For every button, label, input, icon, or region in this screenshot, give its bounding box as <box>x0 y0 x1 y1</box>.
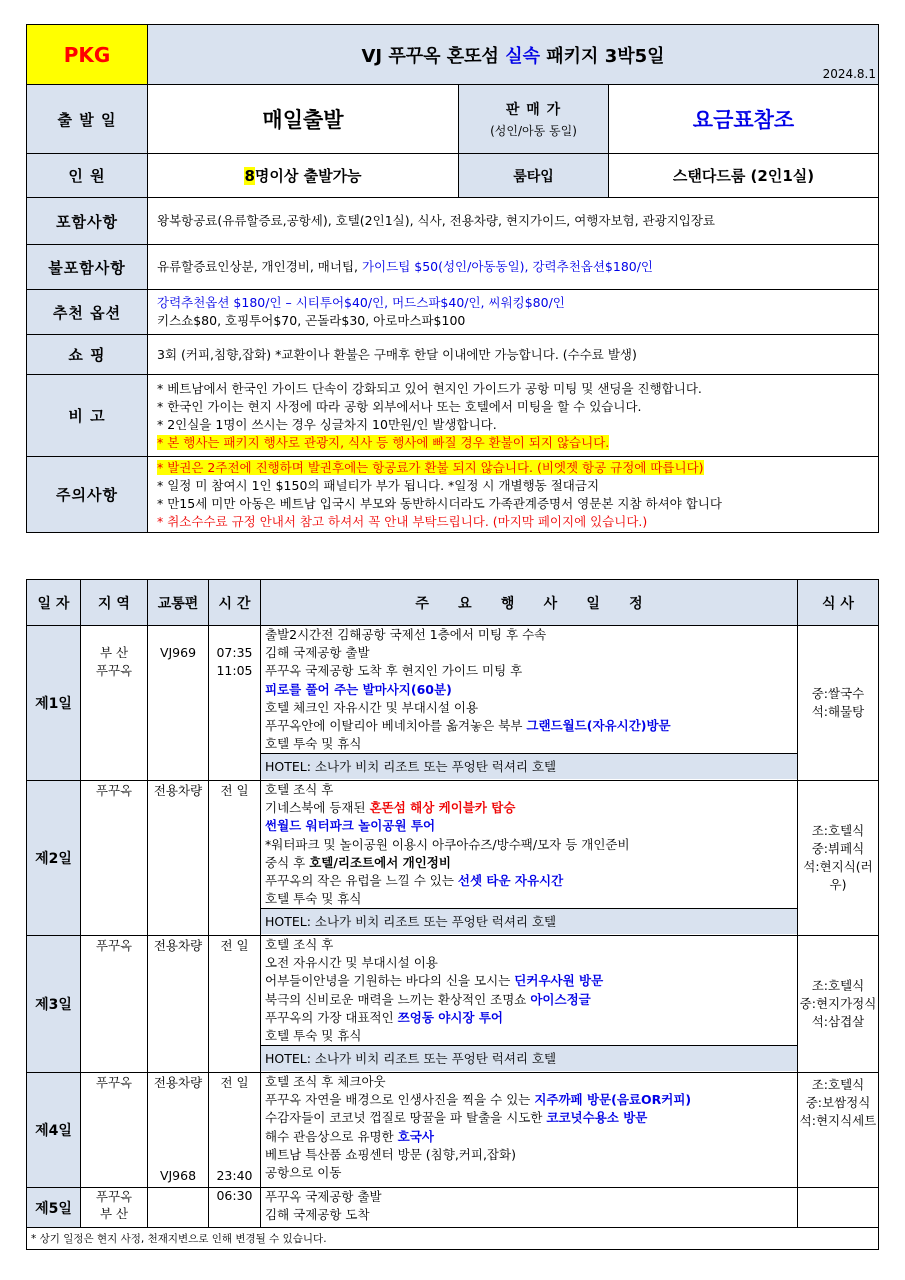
room-type-label: 룸타입 <box>459 154 609 198</box>
meals: 조:호텔식 중:보쌈정식 석:현지식세트 <box>798 1073 879 1188</box>
pkg-badge: PKG <box>27 25 148 85</box>
price-label: 판 매 가 <box>505 102 562 118</box>
shopping-label: 쇼 핑 <box>27 335 148 375</box>
pax-label: 인 원 <box>27 154 148 198</box>
transport <box>148 1188 209 1228</box>
options-text: 강력추천옵션 $180/인 – 시티투어$40/인, 머드스파$40/인, 씨워킹$80/인 키스쇼$80, 호핑투어$70, 곤돌라$30, 아로마스파$100 <box>148 290 879 335</box>
package-title: VJ 푸꾸옥 혼또섬 실속 패키지 3박5일 <box>361 45 665 67</box>
meals: 조:호텔식 중:뷔페식 석:현지식(러우) <box>798 781 879 936</box>
included-label: 포함사항 <box>27 198 148 245</box>
schedule-detail: 호텔 조식 후 오전 자유시간 및 부대시설 이용 어부들이안녕을 기원하는 바다의 신을 모시는 딘커우사원 방문 북극의 신비로운 매력을 느끼는 환상적인 조명쇼 아이스정글 푸꾸옥의 가장 대표적인 쯔엉동 야시장 투어 호텔 투숙 및 휴식 HOTEL: 소나가 비치 리조트 또는 푸엉탄 럭셔리 호텔 <box>261 936 798 1073</box>
day-label: 제3일 <box>27 936 81 1073</box>
pax-value: 8명이상 출발가능 <box>148 154 459 198</box>
package-title-cell <box>148 25 879 85</box>
excluded-label: 불포함사항 <box>27 245 148 290</box>
region: 푸꾸옥 <box>81 1073 148 1188</box>
price-sublabel: (성인/아동 동일) <box>490 124 577 138</box>
col-region: 지 역 <box>81 580 148 626</box>
transport: 전용차량 <box>148 781 209 936</box>
col-time: 시 간 <box>209 580 261 626</box>
remarks-text: * 베트남에서 한국인 가이드 단속이 강화되고 있어 현지인 가이드가 공항 미팅 및 샌딩을 진행합니다. * 한국인 가이는 현지 사정에 따라 공항 외부에서나 또는 호텔에서 미팅을 할 수 있습니다. * 2인실을 1명이 쓰시는 경우 싱글차지 10만원/인 발생합니다. * 본 행사는 패키지 행사로 관광지, 식사 등 행사에 빠질 경우 환불이 되지 않습니다. <box>148 375 879 457</box>
day-row <box>27 936 879 1073</box>
col-meal: 식 사 <box>798 580 879 626</box>
transport: 전용차량 <box>148 936 209 1073</box>
excluded-text: 유류할증료인상분, 개인경비, 매너팁, 가이드팁 $50(성인/아동동일), 강력추천옵션$180/인 <box>148 245 879 290</box>
meals: 중:쌀국수 석:해물탕 <box>798 626 879 781</box>
schedule-detail: 호텔 조식 후 체크아웃 푸꾸옥 자연을 배경으로 인생사진을 찍을 수 있는 지주까페 방문(음료OR커피) 수감자들이 코코넛 껍질로 땅꿀을 파 탈출을 시도한 코코넛수용소 방문 해수 관음상으로 유명한 호국사 베트남 특산품 쇼핑센터 방문 (침향,커피,잡화) 공항으로 이동 <box>261 1073 798 1188</box>
col-day: 일 자 <box>27 580 81 626</box>
shopping-text: 3회 (커피,침향,잡화) *교환이나 환불은 구매후 한달 이내에만 가능합니다. (수수료 발생) <box>148 335 879 375</box>
time: 전 일 23:40 <box>209 1073 261 1188</box>
time: 전 일 <box>209 936 261 1073</box>
col-main-schedule: 주 요 행 사 일 정 <box>261 580 798 626</box>
day-row <box>27 1073 879 1188</box>
time: 전 일 <box>209 781 261 936</box>
region: 푸꾸옥 부 산 <box>81 1188 148 1228</box>
flight: VJ968 <box>159 1168 197 1183</box>
options-label: 추천 옵션 <box>27 290 148 335</box>
col-transport: 교통편 <box>148 580 209 626</box>
region: 푸꾸옥 <box>81 781 148 936</box>
caution-label: 주의사항 <box>27 457 148 533</box>
departure-time: 23:40 <box>216 1168 253 1183</box>
schedule-detail: 푸꾸옥 국제공항 출발 김해 국제공항 도착 <box>261 1188 798 1228</box>
region: 부 산 푸꾸옥 <box>81 626 148 781</box>
schedule-detail: 호텔 조식 후 기네스북에 등재된 혼똔섬 해상 케이블카 탑승 썬월드 워터파크 놀이공원 투어 *워터파크 및 놀이공원 이용시 아쿠아슈즈/방수팩/모자 등 개인준비 중식 후 호텔/리조트에서 개인정비 푸꾸옥의 작은 유럽을 느낄 수 있는 선셋 타운 자유시간 호텔 투숙 및 휴식 HOTEL: 소나가 비치 리조트 또는 푸엉탄 럭셔리 호텔 <box>261 781 798 936</box>
remarks-label: 비 고 <box>27 375 148 457</box>
day-label: 제5일 <box>27 1188 81 1228</box>
departure-value: 매일출발 <box>148 85 459 154</box>
time: 06:30 <box>209 1188 261 1228</box>
price-label-cell <box>459 85 609 154</box>
footer-note: * 상기 일정은 현지 사정, 천재지변으로 인해 변경될 수 있습니다. <box>27 1228 879 1250</box>
day-row <box>27 1188 879 1228</box>
hotel-info: HOTEL: 소나가 비치 리조트 또는 푸엉탄 럭셔리 호텔 <box>261 1045 797 1071</box>
included-text: 왕복항공료(유류할증료,공항세), 호텔(2인1실), 식사, 전용차량, 현지가이드, 여행자보험, 관광지입장료 <box>148 198 879 245</box>
meals <box>798 1188 879 1228</box>
caution-text: * 발권은 2주전에 진행하며 발권후에는 항공료가 환불 되지 않습니다. (비엣젯 항공 규정에 따릅니다) * 일정 미 참여시 1인 $150의 패널티가 부가 됩니다. *일정 시 개별행동 절대금지 * 만15세 미만 아동은 베트남 입국시 부모와 동반하시더라도 가족관계증명서 영문본 지참 하셔야 합니다 * 취소수수료 규정 안내서 참고 하셔서 꼭 안내 부탁드립니다. (마지막 페이지에 있습니다.) <box>148 457 879 533</box>
day-label: 제2일 <box>27 781 81 936</box>
hotel-info: HOTEL: 소나가 비치 리조트 또는 푸엉탄 럭셔리 호텔 <box>261 908 797 934</box>
meals: 조:호텔식 중:현지가정식 석:삼겹살 <box>798 936 879 1073</box>
region: 푸꾸옥 <box>81 936 148 1073</box>
day-label: 제1일 <box>27 626 81 781</box>
departure-label: 출 발 일 <box>27 85 148 154</box>
schedule-detail: 출발2시간전 김해공항 국제선 1층에서 미팅 후 수속 김해 국제공항 출발 푸꾸옥 국제공항 도착 후 현지인 가이드 미팅 후 피로를 풀어 주는 발마사지(60분) 호텔 체크인 자유시간 및 부대시설 이용 푸꾸옥안에 이탈리아 베네치아를 옮겨놓은 북부 그랜드월드(자유시간)방문 호텔 투숙 및 휴식 HOTEL: 소나가 비치 리조트 또는 푸엉탄 럭셔리 호텔 <box>261 626 798 781</box>
room-type-value: 스탠다드룸 (2인1실) <box>609 154 879 198</box>
day-label: 제4일 <box>27 1073 81 1188</box>
day-row <box>27 781 879 936</box>
package-info-table <box>26 24 879 533</box>
issue-date: 2024.8.1 <box>822 67 876 81</box>
time: 07:35 11:05 <box>209 626 261 781</box>
itinerary-table <box>26 579 879 1250</box>
transport: 전용차량 VJ968 <box>148 1073 209 1188</box>
day-row <box>27 626 879 781</box>
price-value: 요금표참조 <box>609 85 879 154</box>
flight: VJ969 <box>148 626 209 781</box>
hotel-info: HOTEL: 소나가 비치 리조트 또는 푸엉탄 럭셔리 호텔 <box>261 753 797 779</box>
